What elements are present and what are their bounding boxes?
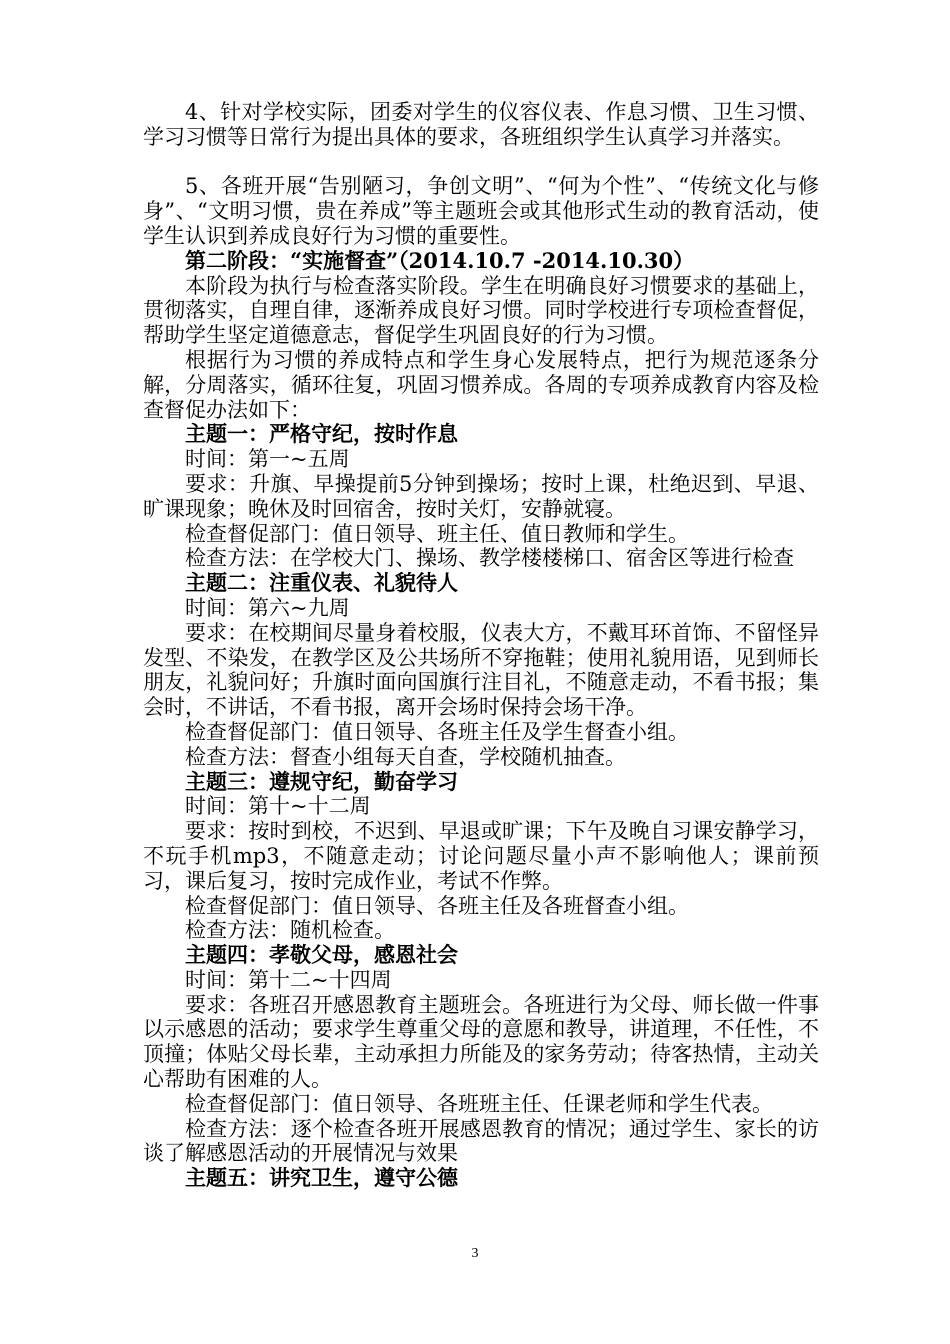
document-body: [143, 100, 819, 1191]
theme-heading-3: 主题三：遵规守纪，勤奋学习: [185, 768, 458, 794]
theme-4-requirements: 要求：各班召开感恩教育主题班会。各班进行为父母、师长做一件事以示感恩的活动；要求学生尊重父母的意愿和教导，讲道理，不任性，不顶撞；体贴父母长辈，主动承担力所能及的家务劳动；待客热情，主动关心帮助有困难的人。: [143, 992, 819, 1092]
paragraph-weekly-plan-intro: 根据行为习惯的养成特点和学生身心发展特点，把行为规范逐条分解，分周落实，循环往复，巩固习惯养成。各周的专项养成教育内容及检查督促办法如下：: [143, 347, 819, 422]
theme-3-departments: 检查督促部门：值日领导、各班主任及各班督查小组。: [185, 893, 689, 918]
theme-2-method: 检查方法：督查小组每天自查，学校随机抽查。: [185, 744, 626, 769]
theme-2-time: 时间：第六~九周: [185, 595, 350, 620]
theme-2-requirements: 要求：在校期间尽量身着校服，仪表大方，不戴耳环首饰、不留怪异发型、不染发，在教学区及公共场所不穿拖鞋；使用礼貌用语，见到师长朋友，礼貌问好；升旗时面向国旗行注目礼，不随意走动，不看书报；集会时，不讲话，不看书报，离开会场时保持会场干净。: [143, 620, 819, 720]
section-heading-stage-two: 第二阶段：“实施督查”（2014.10.7 -2014.10.30）: [185, 247, 695, 273]
theme-3-time: 时间：第十~十二周: [185, 794, 371, 819]
page-number: 3: [471, 1246, 479, 1261]
theme-1-method: 检查方法：在学校大门、操场、教学楼楼梯口、宿舍区等进行检查: [185, 546, 794, 571]
theme-4-time: 时间：第十二~十四周: [185, 967, 392, 992]
theme-3-method: 检查方法：随机检查。: [185, 918, 395, 943]
theme-1-time: 时间：第一~五周: [185, 447, 350, 472]
paragraph-item-5: 5、各班开展“告别陋习，争创文明”、“何为个性”、“传统文化与修身”、“文明习惯，贵在养成”等主题班会或其他形式生动的教育活动，使学生认识到养成良好行为习惯的重要性。: [143, 174, 819, 248]
paragraph-spacer: [143, 150, 819, 175]
paragraph-stage-description: 本阶段为执行与检查落实阶段。学生在明确良好习惯要求的基础上，贯彻落实，自理自律，逐渐养成良好习惯。同时学校进行专项检查督促，帮助学生坚定道德意志，督促学生巩固良好的行为习惯。: [143, 273, 819, 348]
theme-1-requirements: 要求：升旗、早操提前5分钟到操场；按时上课，杜绝迟到、早退、旷课现象；晚休及时回宿舍，按时关灯，安静就寝。: [143, 471, 819, 521]
theme-heading-5: 主题五：讲究卫生，遵守公德: [185, 1165, 458, 1191]
theme-1-departments: 检查督促部门：值日领导、班主任、值日教师和学生。: [185, 521, 689, 546]
theme-3-requirements: 要求：按时到校，不迟到、早退或旷课；下午及晚自习课安静学习，不玩手机mp3，不随意走动；讨论问题尽量小声不影响他人；课前预习，课后复习，按时完成作业，考试不作弊。: [143, 819, 819, 893]
theme-heading-2: 主题二：注重仪表、礼貌待人: [185, 570, 458, 596]
theme-2-departments: 检查督促部门：值日领导、各班主任及学生督查小组。: [185, 719, 689, 744]
theme-heading-1: 主题一：严格守纪，按时作息: [185, 421, 458, 447]
theme-heading-4: 主题四：孝敬父母，感恩社会: [185, 942, 458, 968]
theme-4-departments: 检查督促部门：值日领导、各班班主任、任课老师和学生代表。: [185, 1091, 773, 1116]
theme-4-method: 检查方法：逐个检查各班开展感恩教育的情况；通过学生、家长的访谈了解感恩活动的开展情况与效果: [143, 1116, 819, 1166]
paragraph-item-4: 4、针对学校实际，团委对学生的仪容仪表、作息习惯、卫生习惯、学习习惯等日常行为提出具体的要求，各班组织学生认真学习并落实。: [143, 100, 819, 149]
